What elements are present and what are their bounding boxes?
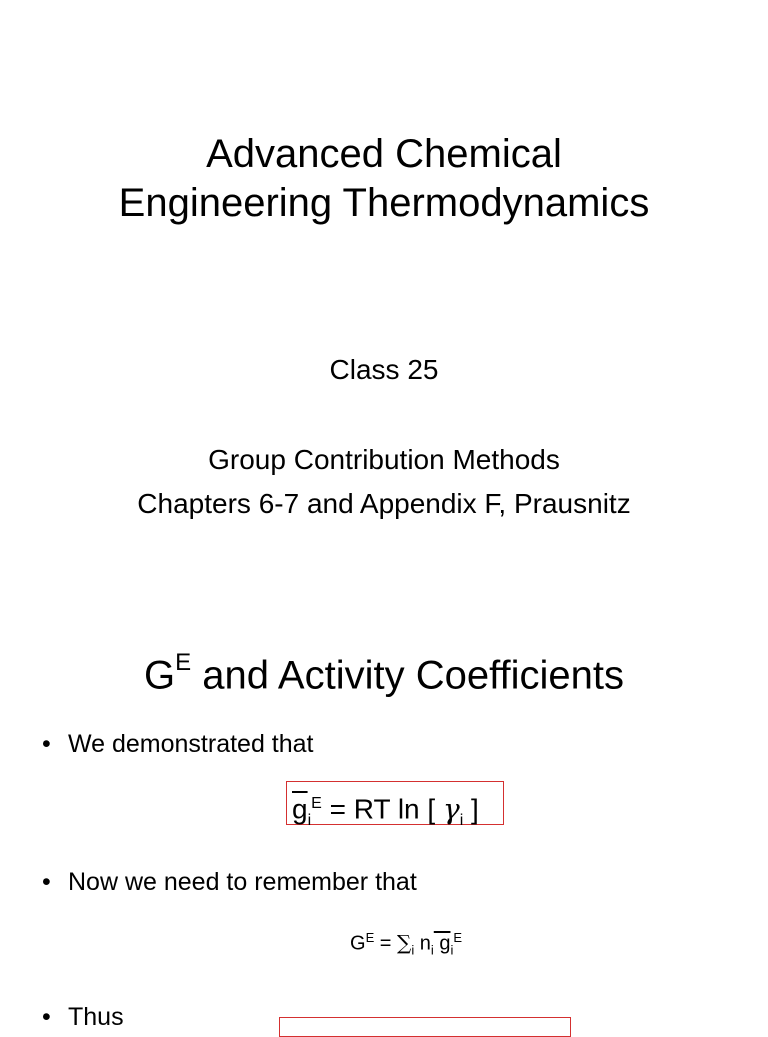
bullet-icon: •	[42, 1003, 51, 1031]
eq1-sub-i-2: i	[459, 811, 464, 829]
section-title-superscript: E	[175, 649, 192, 676]
slide-title-line-2: Engineering Thermodynamics	[118, 181, 650, 225]
equation-summation	[350, 930, 462, 958]
equation-box-partial	[279, 1017, 571, 1037]
eq2-g: g	[433, 932, 451, 955]
eq2-eq: =	[374, 932, 398, 955]
topic-label: Group Contribution Methods	[208, 444, 560, 475]
bullet-item	[42, 730, 314, 759]
section-title-rest: and Activity Coefficients	[191, 653, 624, 698]
eq2-sub-i: i	[411, 942, 415, 958]
bullet-icon: •	[42, 868, 51, 896]
section-title-base: G	[144, 653, 176, 698]
eq1-g: $\overline{g}$	[292, 793, 308, 825]
eq2-n: n	[414, 932, 431, 955]
bullet-item	[42, 868, 417, 897]
chapters-reference: Chapters 6-7 and Appendix F, Prausnitz	[137, 488, 631, 519]
equation-excess-gibbs-box	[286, 781, 504, 829]
eq1-sup-e: E	[311, 795, 322, 812]
slide-title-line-1: Advanced Chemical	[206, 132, 562, 176]
bullet-text: Now we need to remember that	[68, 868, 417, 896]
bullet-text: Thus	[68, 1003, 124, 1031]
eq1-middle: = RT ln [	[321, 793, 443, 825]
eq1-gamma: γ	[442, 792, 460, 826]
eq2-sub-i-3: i	[450, 942, 454, 958]
bullet-icon: •	[42, 730, 51, 758]
section-title	[0, 649, 768, 698]
eq2-sup-e: E	[365, 930, 375, 945]
eq1-close: ]	[463, 793, 479, 825]
class-label: Class 25	[329, 354, 439, 385]
eq2-G: G	[350, 932, 366, 955]
eq2-sup-e-2: E	[453, 930, 463, 945]
bullet-item	[42, 1003, 124, 1032]
slide-title	[0, 130, 768, 228]
eq2-sigma: ∑	[397, 930, 412, 955]
eq2-sub-i-2: i	[430, 942, 434, 958]
bullet-text: We demonstrated that	[68, 730, 314, 758]
eq1-sub-i: i	[307, 811, 312, 829]
